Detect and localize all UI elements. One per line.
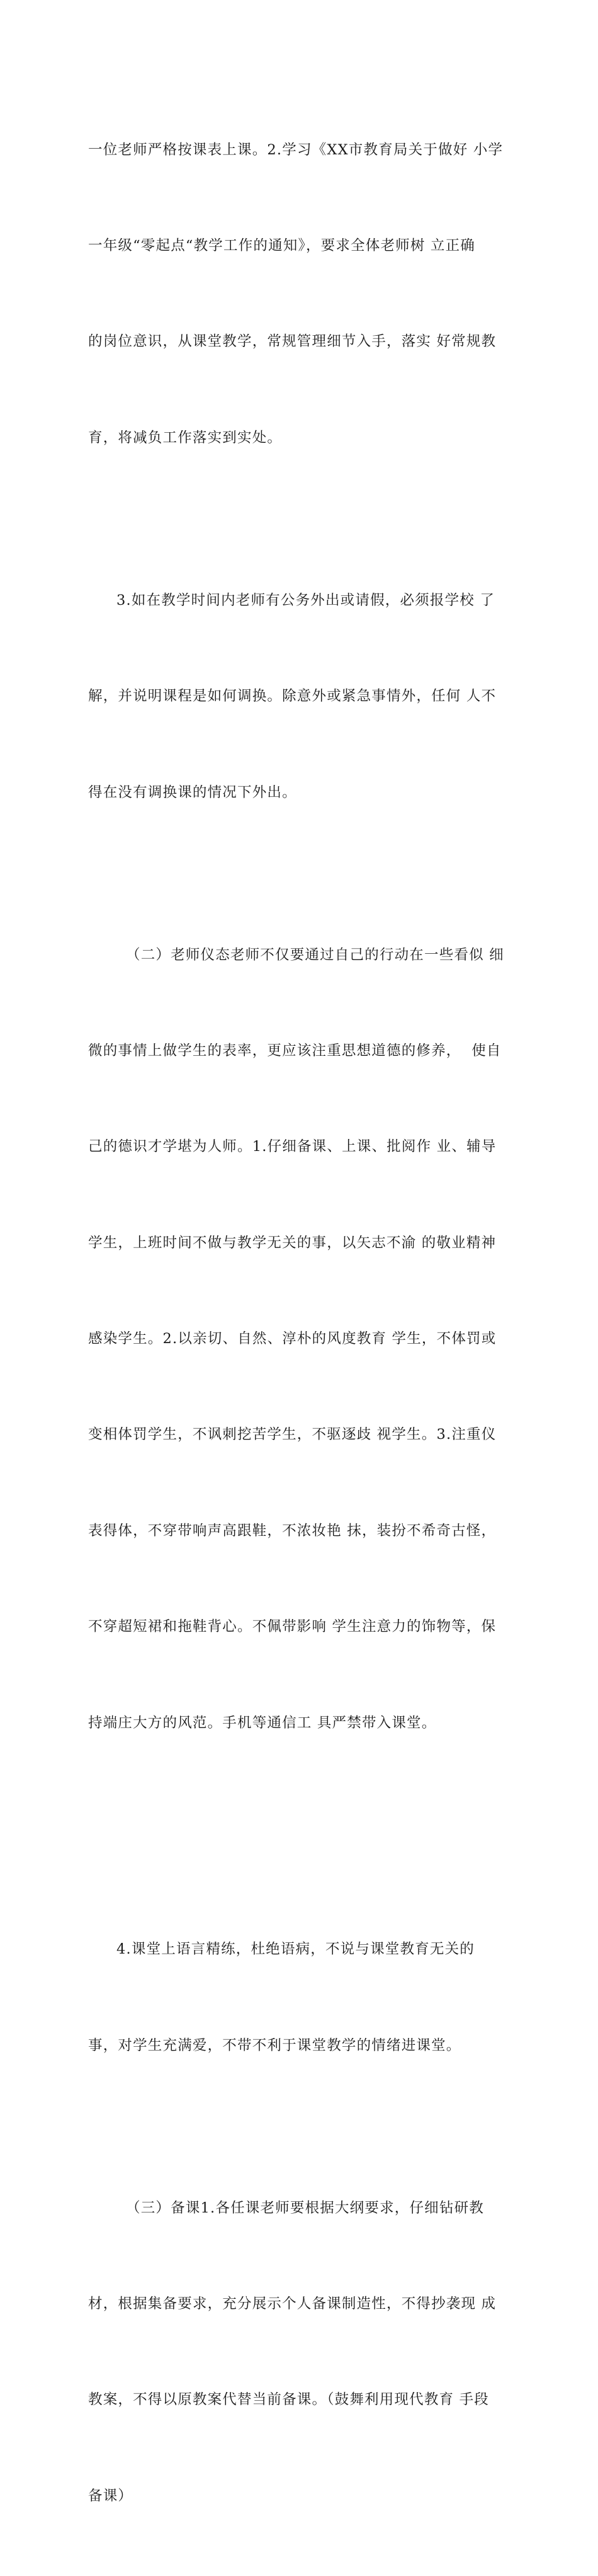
- text-line: 一年级“零起点“教学工作的通知》，要求全体老师树 立正确: [88, 237, 476, 254]
- text-line: 解，并说明课程是如何调换。除意外或紧急事情外，任何 人不: [88, 688, 497, 705]
- text-line: 教案，不得以原教案代替当前备课。（鼓舞利用现代教育 手段: [88, 2391, 490, 2408]
- text-line: 4.课堂上语言精练，杜绝语病，不说与课堂教育无关的: [116, 1941, 475, 1958]
- text-line: （三）备课1.各任课老师要根据大纲要求，仔细钻研教: [126, 2199, 484, 2216]
- text-line: 变相体罚学生，不讽刺挖苦学生，不驱逐歧 视学生。3.注重仪: [88, 1426, 497, 1443]
- text-line: 事，对学生充满爱，不带不利于课堂教学的情绪进课堂。: [88, 2037, 461, 2054]
- text-line: 得在没有调换课的情况下外出。: [88, 784, 297, 801]
- text-line: （二）老师仪态老师不仅要通过自己的行动在一些看似 细: [126, 946, 504, 963]
- text-line: 备课）: [88, 2487, 133, 2504]
- text-line: 学生，上班时间不做与教学无关的事，以矢志不渝 的敬业精神: [88, 1234, 497, 1251]
- text-line: 感染学生。2.以亲切、自然、淳朴的风度教育 学生，不体罚或: [88, 1331, 497, 1348]
- text-line: 表得体，不穿带响声高跟鞋，不浓妆艳 抹，装扮不希奇古怪，: [88, 1522, 497, 1539]
- document-body: [88, 70, 522, 2576]
- paragraph-5: [88, 2128, 522, 2576]
- paragraph-4: [88, 1870, 522, 2126]
- text-line: 的岗位意识，从课堂教学，常规管理细节入手，落实 好常规教: [88, 333, 497, 350]
- paragraph-3: [88, 875, 522, 1867]
- text-line: 育，将减负工作落实到实处。: [88, 429, 283, 446]
- paragraph-1: [88, 70, 522, 518]
- text-line: 材，根据集备要求，充分展示个人备课制造性，不得抄袭现 成: [88, 2295, 497, 2312]
- text-line: 微的事情上做学生的表率，更应该注重思想道德的修养， 使自: [88, 1042, 502, 1059]
- text-line: 己的德识才学堪为人师。1.仔细备课、上课、批阅作 业、辅导: [88, 1138, 497, 1155]
- text-line: 3.如在教学时间内老师有公务外出或请假，必须报学校 了: [116, 592, 495, 609]
- text-line: 一位老师严格按课表上课。2.学习《XX市教育局关于做好 小学: [88, 141, 504, 158]
- text-line: 持端庄大方的风范。手机等通信工 具严禁带入课堂。: [88, 1714, 437, 1731]
- paragraph-2: [88, 520, 522, 873]
- text-line: 不穿超短裙和拖鞋背心。不佩带影响 学生注意力的饰物等，保: [88, 1618, 497, 1635]
